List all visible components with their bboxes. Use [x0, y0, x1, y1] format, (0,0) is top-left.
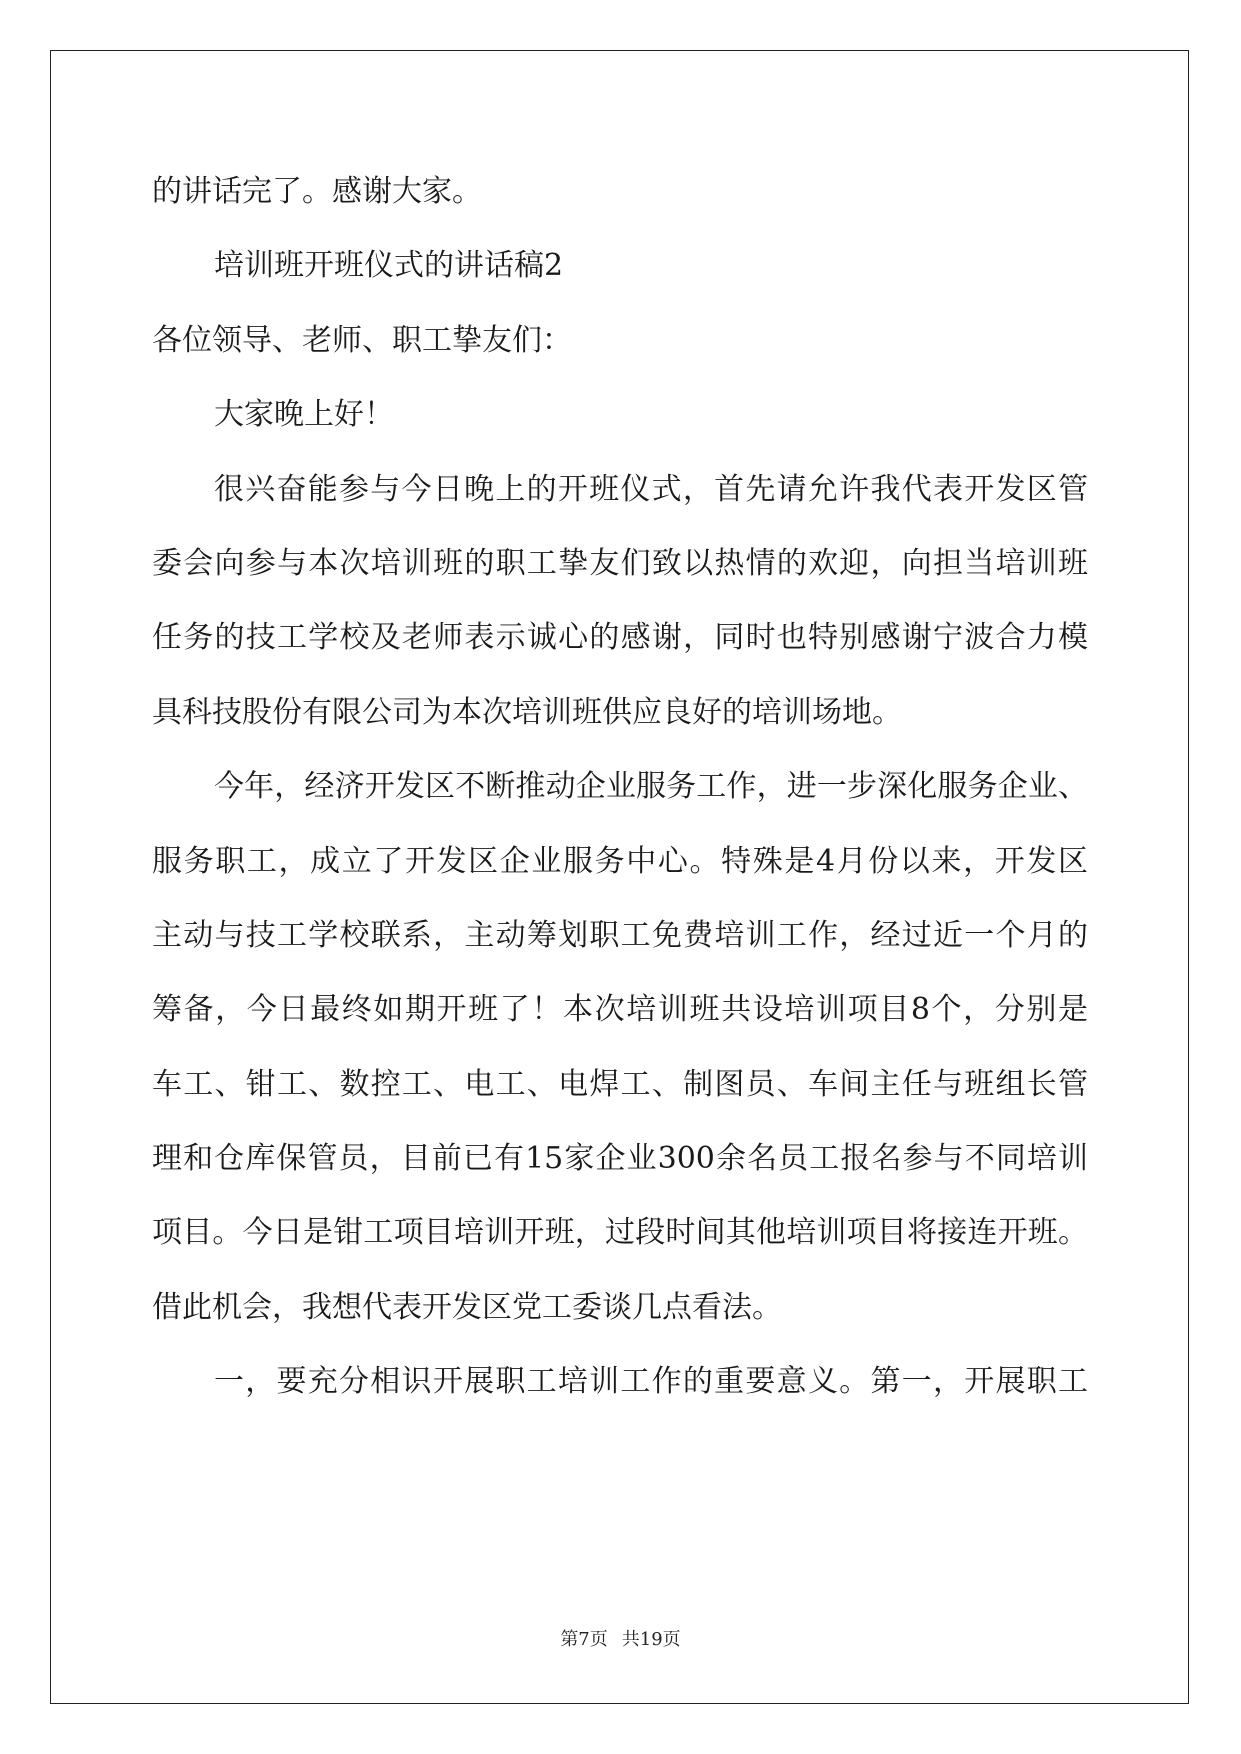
text-line: 任务的技工学校及老师表示诚心的感谢，同时也特别感谢宁波合力模: [152, 620, 1088, 656]
text-line: 大家晚上好！: [214, 397, 394, 433]
text-line: 具科技股份有限公司为本次培训班供应良好的培训场地。: [152, 694, 902, 730]
document-body: [152, 155, 1088, 1420]
text-line: 理和仓库保管员，目前已有15家企业300余名员工报名参与不同培训: [152, 1141, 1088, 1177]
text-line: 一，要充分相识开展职工培训工作的重要意义。第一，开展职工: [214, 1364, 1088, 1400]
text-line: 借此机会，我想代表开发区党工委谈几点看法。: [152, 1289, 782, 1325]
text-line: 培训班开班仪式的讲话稿2: [214, 248, 564, 284]
text-line: 很兴奋能参与今日晚上的开班仪式，首先请允许我代表开发区管: [214, 471, 1088, 507]
page-number: 第7页: [560, 1629, 608, 1650]
text-line: 今年，经济开发区不断推动企业服务工作，进一步深化服务企业、: [214, 769, 1088, 805]
text-line: 车工、钳工、数控工、电工、电焊工、制图员、车间主任与班组长管: [152, 1066, 1088, 1102]
page-total: 共19页: [621, 1629, 681, 1650]
text-line: 委会向参与本次培训班的职工挚友们致以热情的欢迎，向担当培训班: [152, 545, 1088, 581]
text-line: 的讲话完了。感谢大家。: [152, 174, 482, 209]
text-line: 项目。今日是钳工项目培训开班，过段时间其他培训项目将接连开班。: [152, 1215, 1088, 1251]
text-line: 主动与技工学校联系，主动筹划职工免费培训工作，经过近一个月的: [152, 917, 1088, 953]
page-footer: [0, 1628, 1241, 1652]
text-line: 筹备，今日最终如期开班了！本次培训班共设培训项目8个，分别是: [152, 992, 1088, 1028]
text-line: 服务职工，成立了开发区企业服务中心。特殊是4月份以来，开发区: [152, 843, 1088, 879]
text-line: 各位领导、老师、职工挚友们：: [152, 322, 572, 358]
